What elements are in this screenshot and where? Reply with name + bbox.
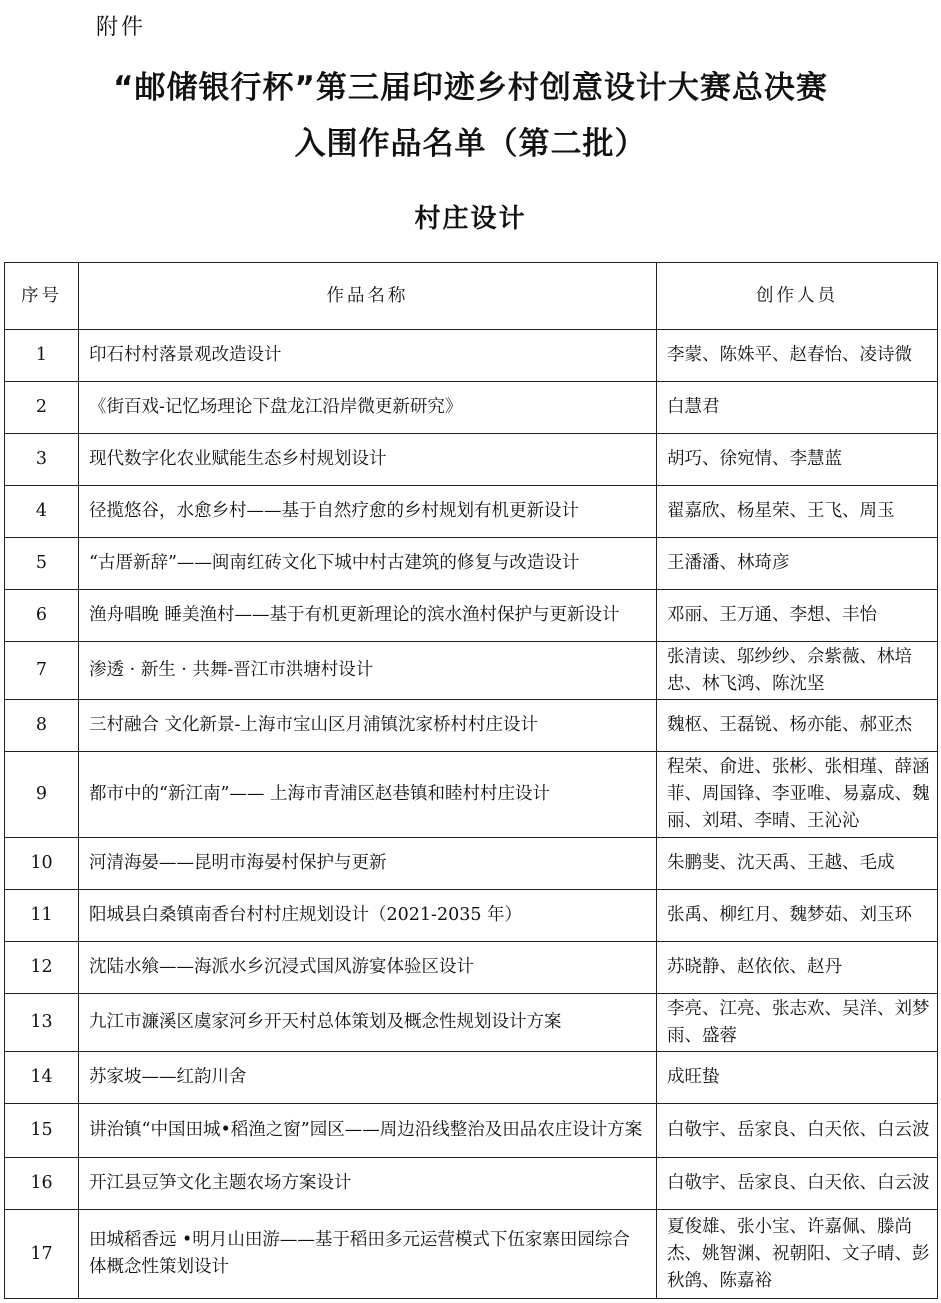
header-creators: 创作人员 (657, 263, 938, 330)
table-row (5, 590, 938, 642)
table-row (5, 700, 938, 752)
creators: 白敬宇、岳家良、白天依、白云波 (657, 1158, 938, 1210)
creators: 翟嘉欣、杨星荣、王飞、周玉 (657, 486, 938, 538)
work-name: 印石村村落景观改造设计 (79, 330, 657, 382)
table-row (5, 642, 938, 700)
table-row (5, 942, 938, 994)
row-number: 16 (5, 1158, 79, 1210)
row-number: 8 (5, 700, 79, 752)
row-number: 6 (5, 590, 79, 642)
row-number: 10 (5, 838, 79, 890)
creators: 朱鹏斐、沈天禹、王越、毛成 (657, 838, 938, 890)
row-number: 2 (5, 382, 79, 434)
row-number: 13 (5, 994, 79, 1052)
creators: 胡巧、徐宛情、李慧蓝 (657, 434, 938, 486)
creators: 成旺蛰 (657, 1052, 938, 1104)
table-row (5, 434, 938, 486)
header-number: 序号 (5, 263, 79, 330)
table-row (5, 890, 938, 942)
work-name: 阳城县白桑镇南香台村村庄规划设计（2021-2035 年） (79, 890, 657, 942)
work-name: 田城稻香远 •明月山田游——基于稻田多元运营模式下伍家寨田园综合体概念性策划设计 (79, 1210, 657, 1299)
table-row (5, 1210, 938, 1299)
creators: 王潘潘、林琦彦 (657, 538, 938, 590)
row-number: 15 (5, 1104, 79, 1158)
table-row (5, 1158, 938, 1210)
creators: 邓丽、王万通、李想、丰怡 (657, 590, 938, 642)
document-title-line-1: “邮储银行杯”第三届印迹乡村创意设计大赛总决赛 (113, 70, 828, 106)
work-name: 沈陆水飨——海派水乡沉浸式国风游宴体验区设计 (79, 942, 657, 994)
work-name: 渔舟唱晚 睡美渔村——基于有机更新理论的滨水渔村保护与更新设计 (79, 590, 657, 642)
work-name: 都市中的“新江南”—— 上海市青浦区赵巷镇和睦村村庄设计 (79, 752, 657, 838)
work-name: 河清海晏——昆明市海晏村保护与更新 (79, 838, 657, 890)
work-name: 渗透 · 新生 · 共舞-晋江市洪塘村设计 (79, 642, 657, 700)
creators: 李亮、江亮、张志欢、吴洋、刘梦雨、盛蓉 (657, 994, 938, 1052)
attachment-label: 附件 (96, 15, 147, 40)
table-row (5, 382, 938, 434)
table-row (5, 1052, 938, 1104)
work-name: 《街百戏-记忆场理论下盘龙江沿岸微更新研究》 (79, 382, 657, 434)
row-number: 5 (5, 538, 79, 590)
work-name: 开江县豆笋文化主题农场方案设计 (79, 1158, 657, 1210)
finalists-table (4, 262, 938, 1299)
table-row (5, 994, 938, 1052)
creators: 张清读、邬纱纱、佘紫薇、林培忠、林飞鸿、陈沈坚 (657, 642, 938, 700)
creators: 程荣、俞进、张彬、张相瑾、薛涵菲、周国锋、李亚唯、易嘉成、魏丽、刘珺、李晴、王沁沁 (657, 752, 938, 838)
work-name: “古厝新辞”——闽南红砖文化下城中村古建筑的修复与改造设计 (79, 538, 657, 590)
table-row (5, 1104, 938, 1158)
creators: 夏俊雄、张小宝、许嘉佩、滕尚杰、姚智渊、祝朝阳、文子晴、彭秋鸽、陈嘉裕 (657, 1210, 938, 1299)
table-row (5, 838, 938, 890)
row-number: 17 (5, 1210, 79, 1299)
creators: 李蒙、陈姝平、赵春怡、凌诗微 (657, 330, 938, 382)
row-number: 14 (5, 1052, 79, 1104)
row-number: 11 (5, 890, 79, 942)
creators: 张禹、柳红月、魏梦茹、刘玉环 (657, 890, 938, 942)
row-number: 3 (5, 434, 79, 486)
creators: 魏枢、王磊锐、杨亦能、郝亚杰 (657, 700, 938, 752)
creators: 白慧君 (657, 382, 938, 434)
work-name: 现代数字化农业赋能生态乡村规划设计 (79, 434, 657, 486)
table-row (5, 486, 938, 538)
row-number: 12 (5, 942, 79, 994)
work-name: 苏家坡——红韵川舍 (79, 1052, 657, 1104)
header-work-name: 作品名称 (79, 263, 657, 330)
row-number: 1 (5, 330, 79, 382)
table-header-row (5, 263, 938, 330)
table-row (5, 330, 938, 382)
work-name: 三村融合 文化新景-上海市宝山区月浦镇沈家桥村村庄设计 (79, 700, 657, 752)
creators: 白敬宇、岳家良、白天依、白云波 (657, 1104, 938, 1158)
section-title: 村庄设计 (414, 204, 527, 234)
work-name: 径揽悠谷，水愈乡村——基于自然疗愈的乡村规划有机更新设计 (79, 486, 657, 538)
work-name: 讲治镇“中国田城•稻渔之窗”园区——周边沿线整治及田品农庄设计方案 (79, 1104, 657, 1158)
row-number: 7 (5, 642, 79, 700)
creators: 苏晓静、赵依依、赵丹 (657, 942, 938, 994)
table-row (5, 538, 938, 590)
row-number: 4 (5, 486, 79, 538)
document-title-line-2: 入围作品名单（第二批） (294, 126, 647, 162)
table-row (5, 752, 938, 838)
row-number: 9 (5, 752, 79, 838)
work-name: 九江市濂溪区虞家河乡开天村总体策划及概念性规划设计方案 (79, 994, 657, 1052)
